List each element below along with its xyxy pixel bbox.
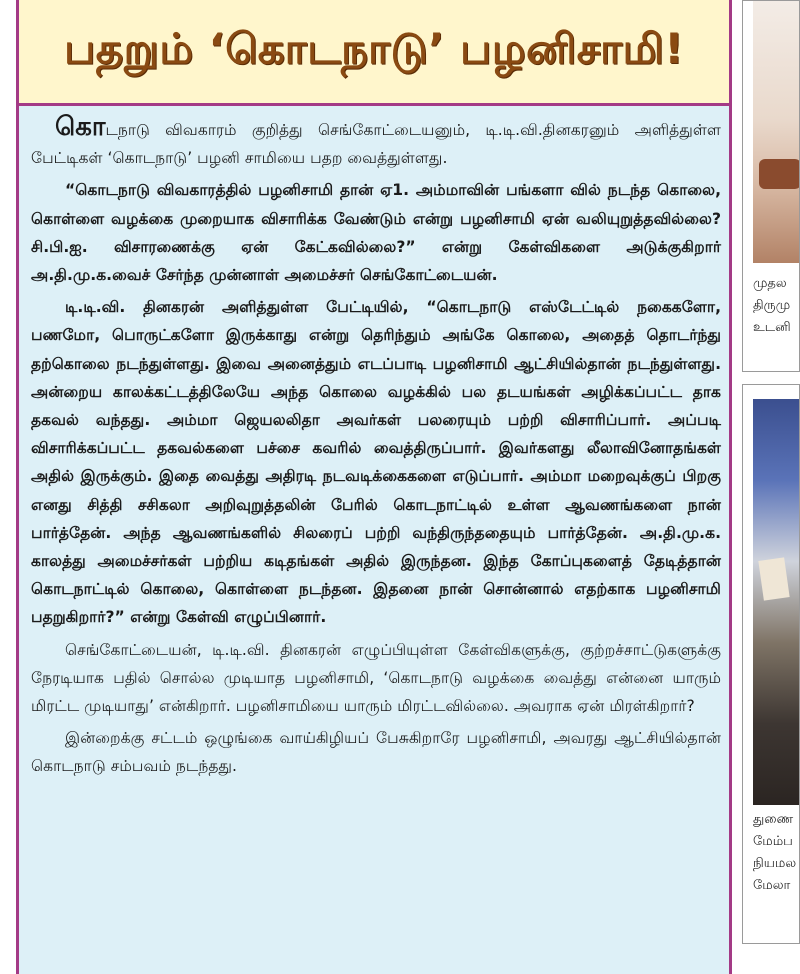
sidebar-column (742, 0, 800, 974)
paragraph-5: இன்றைக்கு சட்டம் ஒழுங்கை வாய்கிழியப் பேசுகிறாரே பழனிசாமி, அவரது ஆட்சியில்தான் கொடநாடு சம்பவம் நடந்தது. (31, 729, 721, 776)
headline-box (16, 0, 732, 106)
caption-line: மேம்ப (753, 834, 793, 849)
drop-cap: கொ (55, 112, 106, 142)
paragraph-4: செங்கோட்டையன், டி.டி.வி. தினகரன் எழுப்பியுள்ள கேள்விகளுக்கு, குற்றச்சாட்டுகளுக்கு நேரடியாக பதில் சொல்ல முடியாத பழனிசாமி, ‘கொடநாடு வழக்கை வைத்து என்னை யாரும் மிரட்ட முடியாது’ என்கிறார். பழனிசாமியை யாரும் மிரட்டவில்லை. அவராக ஏன் மிரள்கிறார்? (31, 640, 721, 716)
sidebar-top-card (742, 0, 800, 372)
caption-line: உடனி (753, 320, 791, 335)
sidebar-bottom-photo (753, 399, 800, 805)
article-body (31, 112, 721, 785)
caption-line: துணை (753, 812, 794, 827)
caption-line: மேலா (753, 878, 791, 893)
headline: பதறும் ‘கொடநாடு’ பழனிசாமி! (64, 24, 684, 73)
sidebar-top-photo (753, 1, 800, 263)
paragraph-3: டி.டி.வி. தினகரன் அளித்துள்ள பேட்டியில், “கொடநாடு எஸ்டேட்டில் நகைகளோ, பணமோ, பொருட்களோ இருக்காது என்று தெரிந்தும் அங்கே கொலை, அதைத் தொடர்ந்து தற்கொலை நடந்துள்ளது. இவை அனைத்தும் எடப்பாடி பழனிசாமி ஆட்சியில்தான் நடந்துள்ளது. அன்றைய காலக்கட்டத்திலேயே அந்த கொலை வழக்கில் பல தடயங்கள் அழிக்கப்பட்ட தாக தகவல் வந்தது. அம்மா ஜெயலலிதா அவர்கள் பலரையும் பற்றி விசாரிப்பார். அப்படி விசாரிக்கப்பட்ட தகவல்களை பச்சை கவரில் வைத்திருப்பார். இவர்களது லீலாவினோதங்கள் அதில் இருக்கும். இதை வைத்து அதிரடி நடவடிக்கைகளை எடுப்பார். அம்மா மறைவுக்குப் பிறகு எனது சித்தி சசிகலா அறிவுறுத்தலின் பேரில் கொடநாட்டில் உள்ள ஆவணங்களை நான் பார்த்தேன். அந்த ஆவணங்களில் சிலரைப் பற்றி வந்திருந்ததையும் பார்த்தேன். அ.தி.மு.க. காலத்து அமைச்சர்கள் பற்றிய கடிதங்கள் அதில் இருந்தன. இந்த கோப்புகளைத் தேடித்தான் கொடநாட்டில் கொலை, கொள்ளை நடந்தன. இதனை நான் சொன்னால் எதற்காக பழனிசாமி பதறுகிறார்?” என்று கேள்வி எழுப்பினார். (31, 298, 721, 627)
paragraph-1-text: டநாடு விவகாரம் குறித்து செங்கோட்டையனும், டி.டி.வி.தினகரனும் அளித்துள்ள பேட்டிகள் ‘கொடநாடு’ பழனி சாமியை பதற வைத்துள்ளது. (31, 121, 721, 168)
caption-line: முதல (753, 276, 787, 291)
caption-line: திருமு (753, 298, 791, 313)
sidebar-top-caption (753, 273, 800, 339)
article-panel (16, 0, 732, 974)
sidebar-bottom-caption (753, 809, 800, 897)
sidebar-bottom-card (742, 384, 800, 944)
paragraph-1 (31, 112, 721, 172)
paragraph-2: “கொடநாடு விவகாரத்தில் பழனிசாமி தான் ஏ1. அம்மாவின் பங்களா வில் நடந்த கொலை, கொள்ளை வழக்கை முறையாக விசாரிக்க வேண்டும் என்று பழனிசாமி ஏன் வலியுறுத்தவில்லை? சி.பி.ஐ. விசாரணைக்கு ஏன் கேட்கவில்லை?” என்று கேள்விகளை அடுக்குகிறார் அ.தி.மு.க.வைச் சேர்ந்த முன்னாள் அமைச்சர் செங்கோட்டையன். (31, 181, 721, 285)
caption-line: நியமல (753, 856, 797, 871)
